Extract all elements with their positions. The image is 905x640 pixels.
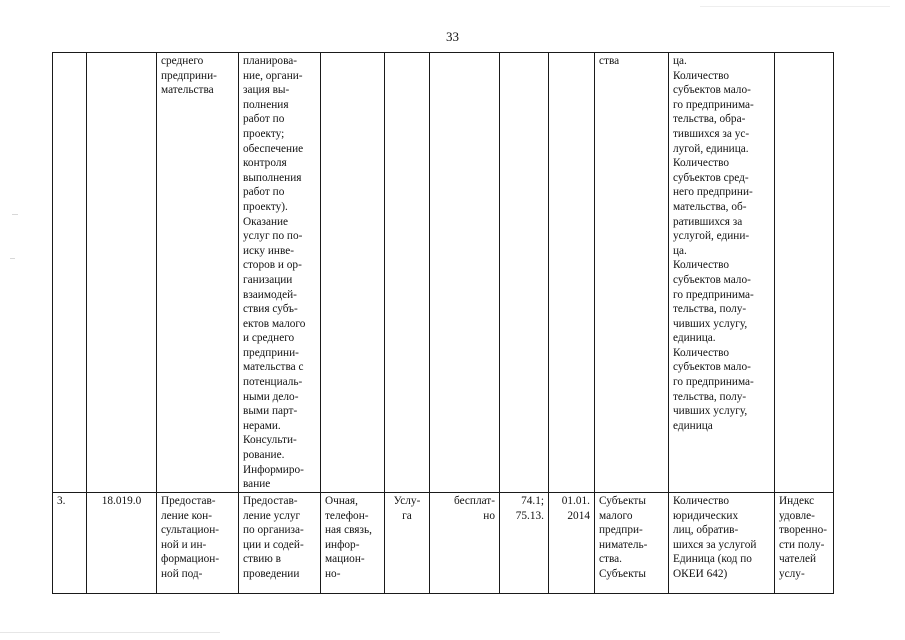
cell-delivery-form xyxy=(321,53,385,493)
cell-service-type xyxy=(385,53,430,493)
cell-number: 3. xyxy=(53,493,87,594)
cell-recipients: ства xyxy=(595,53,669,493)
cell-quality-indicators: Индекс удовле- творенно- сти полу- чателей услу- xyxy=(775,493,834,594)
cell-okved: 74.1; 75.13. xyxy=(500,493,549,594)
table-row-continuation xyxy=(53,53,834,493)
cell-number xyxy=(53,53,87,493)
scan-artifact-left xyxy=(12,214,18,215)
cell-date: 01.01. 2014 xyxy=(549,493,595,594)
table-row-3 xyxy=(53,493,834,594)
cell-volume-indicators: Количество юридических лиц, обратив- шихся за услугой Единица (код по ОКЕИ 642) xyxy=(669,493,775,594)
services-table xyxy=(52,52,834,594)
cell-delivery-form: Очная, телефон- ная связь, инфор- мацион- но- xyxy=(321,493,385,594)
page-number: 33 xyxy=(446,29,459,44)
cell-service-type: Услу- га xyxy=(385,493,430,594)
cell-service-content: Предостав- ление услуг по организа- ции и содей- ствию в проведении xyxy=(239,493,321,594)
scan-artifact-top xyxy=(700,6,890,7)
cell-payment xyxy=(430,53,500,493)
cell-okved xyxy=(500,53,549,493)
cell-service-code: 18.019.0 xyxy=(87,493,157,594)
cell-service-name: Предостав- ление кон- сультацион- ной и ин- формацион- ной под- xyxy=(157,493,239,594)
cell-service-name: среднего предприни- мательства xyxy=(157,53,239,493)
scan-artifact-bottom xyxy=(0,632,220,633)
scan-artifact-left-2 xyxy=(10,258,15,259)
cell-payment: бесплат- но xyxy=(430,493,500,594)
cell-recipients: Субъекты малого предпри- ниматель- ства. Субъекты xyxy=(595,493,669,594)
cell-service-code xyxy=(87,53,157,493)
cell-service-content: планирова- ние, органи- зация вы- полнения работ по проекту; обеспечение контроля выполнения работ по проекту). Оказание услуг по по- иску инве- сторов и ор- ганизации взаимодей- ствия субъ- ектов малого и среднего предприни- мательства с потенциаль- ными дело- выми парт- нерами. Консульти- рование. Информиро- вание xyxy=(239,53,321,493)
cell-quality-indicators xyxy=(775,53,834,493)
cell-volume-indicators: ца. Количество субъектов мало- го предпринима- тельства, обра- тившихся за ус- лугой, единица. Количество субъектов сред- него предприни- мательства, об- ратившихся за услугой, едини- ца. Количество субъектов мало- го предпринима- тельства, полу- чивших услугу, единица. Количество субъектов мало- го предпринима- тельства, полу- чивших услугу, единица xyxy=(669,53,775,493)
cell-date xyxy=(549,53,595,493)
